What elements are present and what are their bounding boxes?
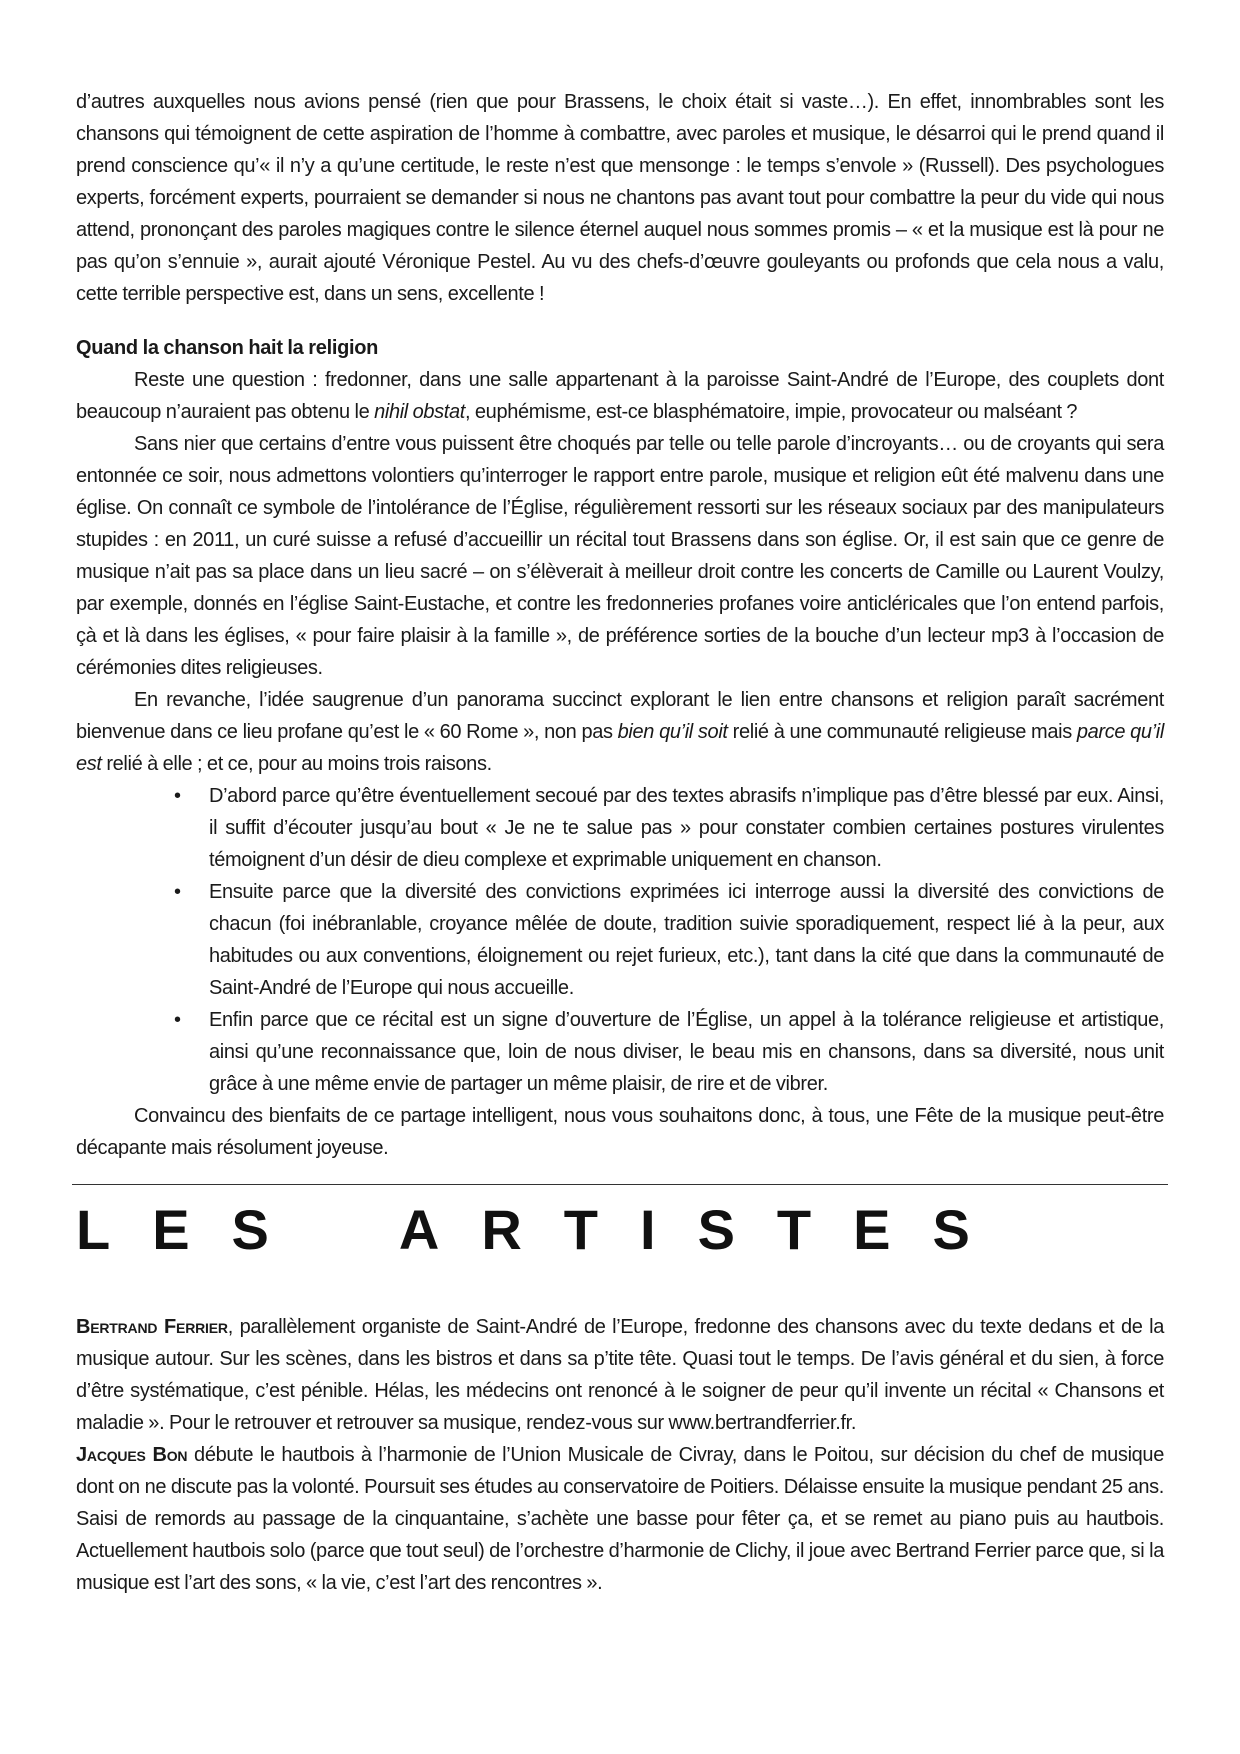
section-divider	[72, 1184, 1168, 1185]
question-text-a: Reste une question : fredonner, dans une salle appartenant à la paroisse Saint-André de l’Europe, des couplets dont beaucoup n’auraient pas obtenu le	[76, 369, 1164, 423]
latin-term: nihil obstat	[374, 401, 465, 423]
question-paragraph	[76, 364, 1164, 428]
bio-bertrand-ferrier	[76, 1311, 1164, 1439]
artists-bios	[76, 1311, 1164, 1599]
reasons-text-b: relié à une communauté religieuse mais	[727, 721, 1077, 743]
artists-title	[76, 1195, 1164, 1265]
emphasis-parce-quil-est: parce qu’il est	[76, 721, 1164, 775]
reasons-intro-paragraph	[76, 684, 1164, 780]
bio-name: Jacques Bon	[76, 1444, 188, 1466]
list-item: • Ensuite parce que la diversité des convictions exprimées ici interroge aussi la diversité des convictions de chacun (foi inébranlable, croyance mêlée de doute, tradition suivie sporadiquement, respect lié à la peur, aux habitudes ou aux conventions, éloignement ou rejet furieux, etc.), tant dans la cité que dans la communauté de Saint-André de l’Europe qui nous accueille.	[76, 876, 1164, 1004]
artists-title-word-2: ARTISTES	[398, 1198, 1012, 1261]
reasons-text-a: En revanche, l’idée saugrenue d’un panorama succinct explorant le lien entre chansons et religion paraît sacrément bienvenue dans ce lieu profane qu’est le « 60 Rome », non pas	[76, 689, 1164, 743]
section-heading: Quand la chanson hait la religion	[76, 337, 379, 359]
document-page	[76, 86, 1164, 1599]
list-item: • Enfin parce que ce récital est un signe d’ouverture de l’Église, un appel à la tolérance religieuse et artistique, ainsi qu’une reconnaissance que, loin de nous diviser, le beau mis en chansons, dans sa diversité, nous unit grâce à une même envie de partager un même plaisir, de rire et de vibrer.	[76, 1004, 1164, 1100]
reasons-list	[76, 780, 1164, 1100]
question-text-b: , euphémisme, est-ce blasphématoire, impie, provocateur ou malséant ?	[465, 401, 1078, 423]
conclusion-paragraph: Convaincu des bienfaits de ce partage intelligent, nous vous souhaitons donc, à tous, une Fête de la musique peut-être décapante mais résolument joyeuse.	[76, 1105, 1164, 1159]
bio-jacques-bon	[76, 1439, 1164, 1599]
bio-name: Bertrand Ferrier	[76, 1316, 228, 1338]
reasons-text-c: relié à elle ; et ce, pour au moins trois raisons.	[101, 753, 492, 775]
intro-paragraph: d’autres auxquelles nous avions pensé (rien que pour Brassens, le choix était si vaste…). En effet, innombrables sont les chansons qui témoignent de cette aspiration de l’homme à combattre, avec paroles et musique, le désarroi qui le prend quand il prend conscience qu’« il n’y a qu’une certitude, le reste n’est que mensonge : le temps s’envole » (Russell). Des psychologues experts, forcément experts, pourraient se demander si nous ne chantons pas avant tout pour combattre la peur du vide qui nous attend, prononçant des paroles magiques contre le silence éternel auquel nous sommes promis – « et la musique est là pour ne pas qu’on s’ennuie », aurait ajouté Véronique Pestel. Au vu des chefs-d’œuvre gouleyants ou profonds que cela nous a valu, cette terrible perspective est, dans un sens, excellente !	[76, 91, 1164, 305]
bio-text: , parallèlement organiste de Saint-André de l’Europe, fredonne des chansons avec du texte dedans et de la musique autour. Sur les scènes, dans les bistros et dans sa p’tite tête. Quasi tout le temps. De l’avis général et du sien, à force d’être systématique, c’est pénible. Hélas, les médecins ont renoncé à le soigner de peur qu’il invente un récital « Chansons et maladie ». Pour le retrouver et retrouver sa musique, rendez-vous sur www.bertrandferrier.fr.	[76, 1316, 1164, 1434]
church-paragraph: Sans nier que certains d’entre vous puissent être choqués par telle ou telle parole d’incroyants… ou de croyants qui sera entonnée ce soir, nous admettons volontiers qu’interroger le rapport entre parole, musique et religion eût été malvenu dans une église. On connaît ce symbole de l’intolérance de l’Église, régulièrement ressorti sur les réseaux sociaux par des manipulateurs stupides : en 2011, un curé suisse a refusé d’accueillir un récital tout Brassens dans son église. Or, il est sain que ce genre de musique n’ait pas sa place dans un lieu sacré – on s’élèverait à meilleur droit contre les concerts de Camille ou Laurent Voulzy, par exemple, donnés en l’église Saint-Eustache, et contre les fredonneries profanes voire anticléricales que l’on entend parfois, çà et là dans les églises, « pour faire plaisir à la famille », de préférence sorties de la bouche d’un lecteur mp3 à l’occasion de cérémonies dites religieuses.	[76, 433, 1164, 679]
list-item: • D’abord parce qu’être éventuellement secoué par des textes abrasifs n’implique pas d’être blessé par eux. Ainsi, il suffit d’écouter jusqu’au bout « Je ne te salue pas » pour constater combien certaines postures virulentes témoignent d’un désir de dieu complexe et exprimable uniquement en chanson.	[76, 780, 1164, 876]
bio-text: débute le hautbois à l’harmonie de l’Union Musicale de Civray, dans le Poitou, sur décision du chef de musique dont on ne discute pas la volonté. Poursuit ses études au conservatoire de Poitiers. Délaisse ensuite la musique pendant 25 ans. Saisi de remords au passage de la cinquantaine, s’achète une basse pour fêter ça, et se remet au piano puis au hautbois. Actuellement hautbois solo (parce que tout seul) de l’orchestre d’harmonie de Clichy, il joue avec Bertrand Ferrier parce que, si la musique est l’art des sons, « la vie, c’est l’art des rencontres ».	[76, 1444, 1164, 1594]
artists-title-word-1: LES	[76, 1198, 311, 1261]
emphasis-bien-quil-soit: bien qu’il soit	[617, 721, 728, 743]
